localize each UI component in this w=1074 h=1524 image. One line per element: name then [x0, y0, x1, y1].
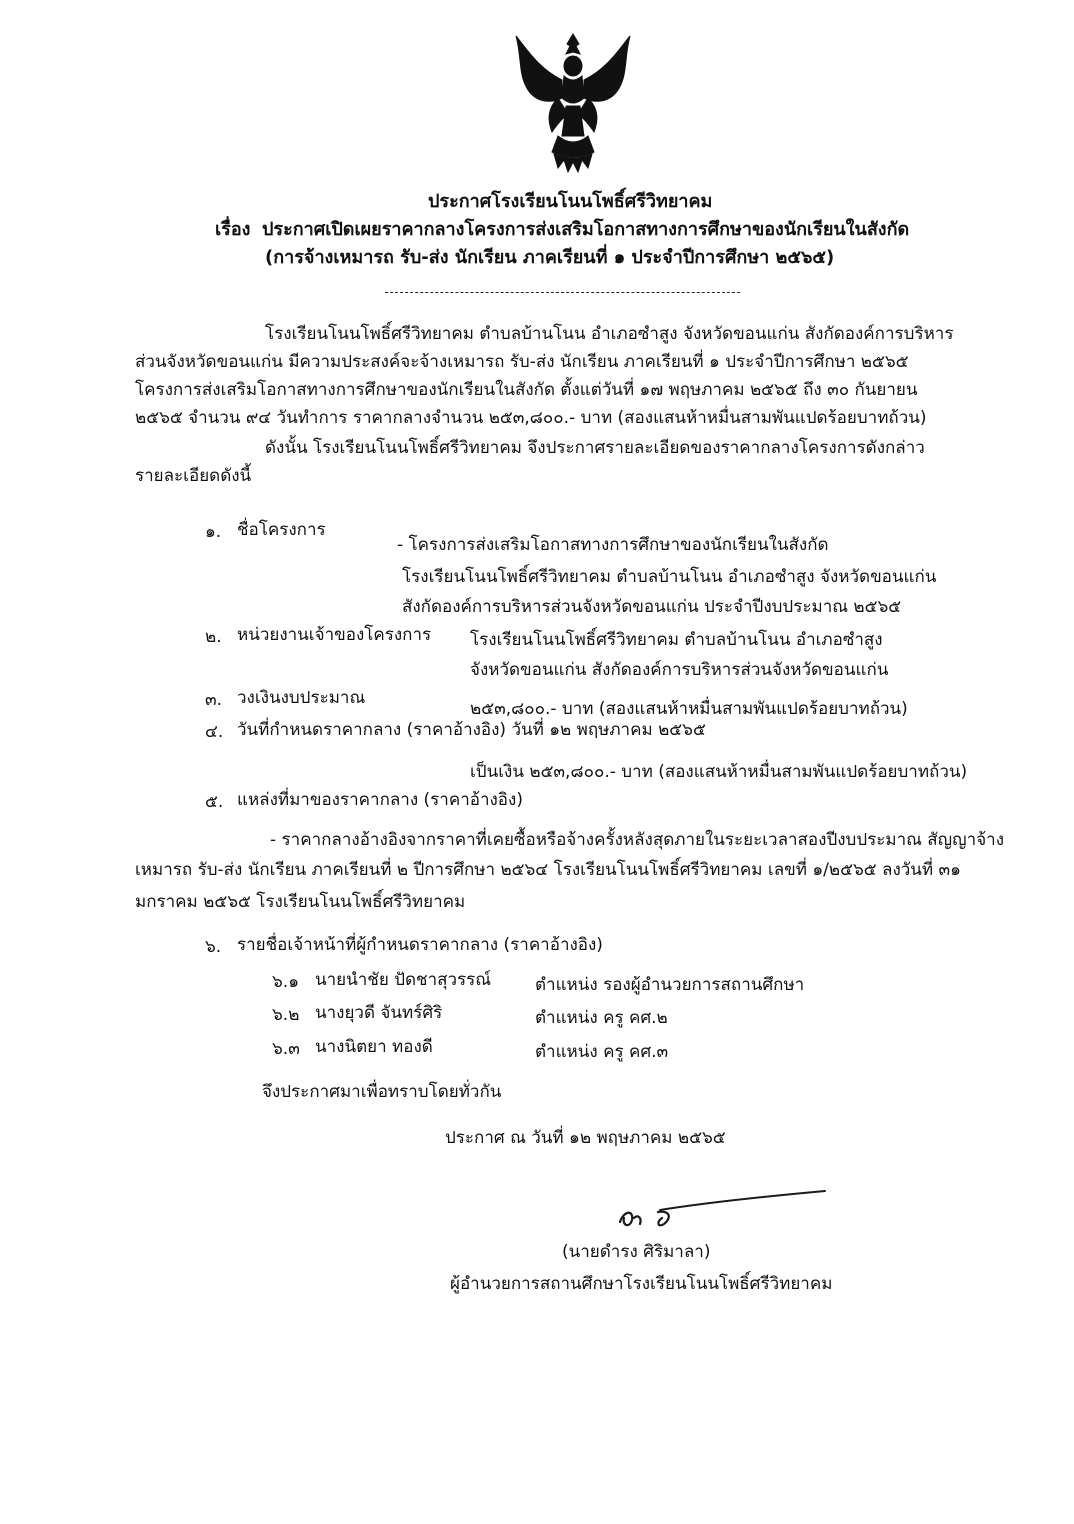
- intro-line: ๒๕๖๕ จำนวน ๙๔ วันทำการ ราคากลางจำนวน ๒๕๓,๘๐๐.- บาท (สองแสนห้าหมื่นสามพันแปดร้อยบาทถ้วน): [135, 408, 927, 428]
- subject-line-1: ประกาศเปิดเผยราคากลางโครงการส่งเสริมโอกาสทางการศึกษาของนักเรียนในสังกัด: [262, 219, 910, 240]
- official-number: ๖.๒: [272, 1005, 300, 1025]
- owner-line: โรงเรียนโนนโพธิ์ศรีวิทยาคม ตำบลบ้านโนน อำเภอซำสูง: [470, 630, 883, 650]
- intro-line: โรงเรียนโนนโพธิ์ศรีวิทยาคม ตำบลบ้านโนน อำเภอซำสูง จังหวัดขอนแก่น สังกัดองค์การบริหาร: [265, 324, 954, 344]
- official-name: นายนำชัย ปัดชาสุวรรณ์: [315, 970, 492, 990]
- project-name-line: โรงเรียนโนนโพธิ์ศรีวิทยาคม ตำบลบ้านโนน อำเภอซำสูง จังหวัดขอนแก่น: [402, 567, 937, 587]
- official-number: ๖.๓: [272, 1039, 300, 1059]
- item-number: ๓.: [205, 690, 223, 710]
- announce-closing: จึงประกาศมาเพื่อทราบโดยทั่วกัน: [262, 1082, 502, 1102]
- project-name-line: สังกัดองค์การบริหารส่วนจังหวัดขอนแก่น ประจำปีงบประมาณ ๒๕๖๕: [402, 597, 902, 617]
- intro-line: ดังนั้น โรงเรียนโนนโพธิ์ศรีวิทยาคม จึงประกาศรายละเอียดของราคากลางโครงการดังกล่าว: [265, 438, 925, 458]
- item-label-budget: วงเงินงบประมาณ: [237, 688, 366, 708]
- intro-line: โครงการส่งเสริมโอกาสทางการศึกษาของนักเรียนในสังกัด ตั้งแต่วันที่ ๑๗ พฤษภาคม ๒๕๖๕ ถึง ๓๐ กันยายน: [135, 380, 918, 400]
- official-name: นางนิตยา ทองดี: [315, 1037, 433, 1057]
- budget-value: ๒๕๓,๘๐๐.- บาท (สองแสนห้าหมื่นสามพันแปดร้อยบาทถ้วน): [470, 699, 908, 719]
- reference-amount: เป็นเงิน ๒๕๓,๘๐๐.- บาท (สองแสนห้าหมื่นสามพันแปดร้อยบาทถ้วน): [470, 762, 968, 782]
- item-label-officials: รายชื่อเจ้าหน้าที่ผู้กำหนดราคากลาง (ราคาอ้างอิง): [237, 935, 603, 955]
- official-position: ตำแหน่ง ครู คศ.๒: [535, 1008, 668, 1028]
- price-source-line: - ราคากลางอ้างอิงจากราคาที่เคยซื้อหรือจ้างครั้งหลังสุดภายในระยะเวลาสองปีงบประมาณ สัญญาจ้าง: [270, 830, 1005, 850]
- owner-line: จังหวัดขอนแก่น สังกัดองค์การบริหารส่วนจังหวัดขอนแก่น: [470, 660, 889, 680]
- intro-line: ส่วนจังหวัดขอนแก่น มีความประสงค์จะจ้างเหมารถ รับ-ส่ง นักเรียน ภาคเรียนที่ ๑ ประจำปีการศึกษา ๒๕๖๕: [135, 352, 909, 372]
- item-number: ๕.: [205, 792, 224, 812]
- item-label-project-name: ชื่อโครงการ: [237, 520, 326, 540]
- subject-label: เรื่อง: [215, 219, 251, 240]
- item-number: ๒.: [205, 627, 222, 647]
- price-source-line: เหมารถ รับ-ส่ง นักเรียน ภาคเรียนที่ ๒ ปีการศึกษา ๒๕๖๔ โรงเรียนโนนโพธิ์ศรีวิทยาคม เลขที่ ๑/๒๕๖๕ ลงวันที่ ๓๑: [135, 860, 961, 880]
- garuda-emblem-icon: [508, 28, 638, 178]
- item-label-owner: หน่วยงานเจ้าของโครงการ: [237, 625, 432, 645]
- subject-line-2: (การจ้างเหมารถ รับ-ส่ง นักเรียน ภาคเรียนที่ ๑ ประจำปีการศึกษา ๒๕๖๕): [265, 247, 835, 268]
- price-source-line: มกราคม ๒๕๖๕ โรงเรียนโนนโพธิ์ศรีวิทยาคม: [135, 892, 466, 912]
- official-position: ตำแหน่ง รองผู้อำนวยการสถานศึกษา: [535, 975, 805, 995]
- item-label-reference-date: วันที่กำหนดราคากลาง (ราคาอ้างอิง) วันที่ ๑๒ พฤษภาคม ๒๕๖๕: [237, 720, 706, 740]
- signatory-position: ผู้อำนวยการสถานศึกษาโรงเรียนโนนโพธิ์ศรีวิทยาคม: [450, 1274, 833, 1294]
- item-label-price-source: แหล่งที่มาของราคากลาง (ราคาอ้างอิง): [237, 790, 523, 810]
- item-number: ๑.: [205, 522, 222, 542]
- project-name-line: - โครงการส่งเสริมโอกาสทางการศึกษาของนักเรียนในสังกัด: [397, 535, 829, 555]
- intro-line: รายละเอียดดังนี้: [135, 466, 252, 486]
- announce-date: ประกาศ ณ วันที่ ๑๒ พฤษภาคม ๒๕๖๕: [445, 1128, 726, 1148]
- official-position: ตำแหน่ง ครู คศ.๓: [535, 1042, 669, 1062]
- official-name: นางยุวดี จันทร์ศิริ: [315, 1003, 443, 1023]
- handwritten-signature: [600, 1188, 840, 1236]
- signatory-name: (นายดำรง ศิริมาลา): [562, 1242, 711, 1262]
- item-number: ๖.: [205, 937, 222, 957]
- item-number: ๔.: [205, 722, 224, 742]
- official-number: ๖.๑: [272, 972, 299, 992]
- announcement-title: ประกาศโรงเรียนโนนโพธิ์ศรีวิทยาคม: [428, 191, 713, 212]
- header-divider: [385, 292, 740, 293]
